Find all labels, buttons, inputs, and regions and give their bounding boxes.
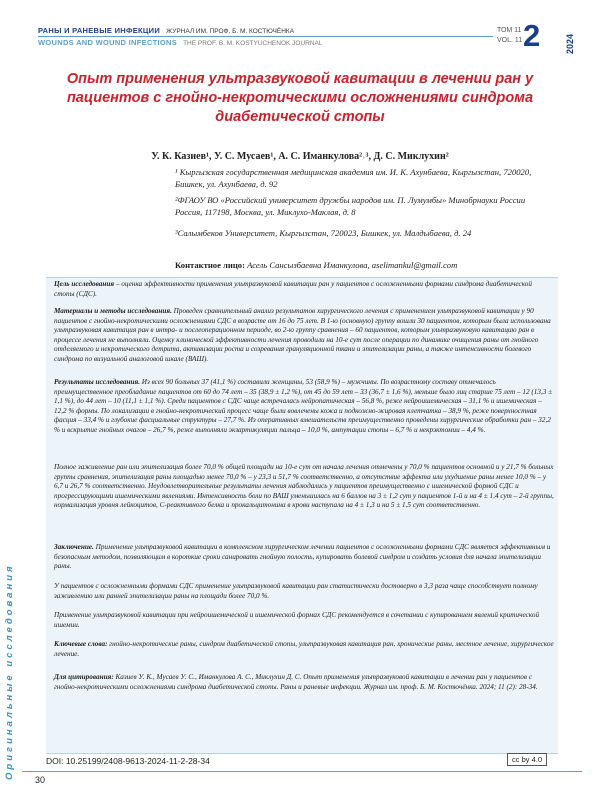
license-badge[interactable]: cc by 4.0 — [507, 753, 547, 766]
affiliation-1: ¹ Кыргызская государственная медицинская академия им. И. К. Ахунбаева, Кыргызстан, 720020, Бишкек, ул. Ахунбаева, д. 92 — [175, 167, 532, 189]
affiliation-3: ³Салымбеков Университет, Кыргызстан, 720023, Бишкек, ул. Малдыбаева, д. 24 — [175, 228, 472, 238]
volume-en: VOL. 11 — [497, 37, 523, 44]
abstract-methods: Материалы и методы исследования. Проведен сравнительный анализ результатов хирургического лечения с применением ультразвуковой кавитации у 90 пациентов с гнойно-некротическими осложнениями СДС в возрасте от 16 до 75 лет. В 1-ю (основную) группу вошли 30 пациентов, которым была использована ультразвуковая кавитация ран в интра- и послеоперационном периоде, во 2-ю группу сравнения – 60 пациентов, которым ультразвуковую кавитацию ран в процессе лечения не выполняли. Оценку клинической эффективности лечения проводили на 10-е сут после операции по динамике очищения раны от гнойного отделяемого и некротического детрита, активизации роста и созревания грануляционной ткани и эпителизации раны, а также интенсивности болевого синдрома по визуальной аналоговой шкале (ВАШ). — [54, 307, 551, 363]
header-rule — [38, 36, 493, 37]
abstract-results: Результаты исследования. Из всех 90 больных 37 (41,1 %) составили женщины, 53 (58,9 %) – мужчины. По возрастному составу отмечалось преимущественное преобладание пациентов от 60 до 74 лет – 35 (38,9 ± 1,2 %), от 45 до 59 лет – 33 (36,7 ± 1,6 %), меньше было лиц старше 75 лет – 12 (13,3 ± 1,1 %), до 44 лет – 10 (11,1 ± 1,1 %). Среди пациентов с СДС чаще встречалась нейропатическая – 56,8 %, реже нейроишемическая – 31,1 % и ишемическая – 12,2 % формы. По локализации в гнойно-некротический процесс чаще были вовлечены кожа и подкожно-жировая клетчатка – 38,9 %, реже поверхностная фасция – 33,4 % и глубокие фасциальные структуры – 27,7 %. Из оперативных вмешательств преимущественно проведены хирургические обработки ран – 32,2 % и вскрытие гнойных очагов – 26,7 %, реже выполняли экзартикуляции пальца – 10,0 %, ампутации стопы – 6,7 % и некрэктомии – 4,4 %. — [54, 378, 553, 434]
doi-link[interactable]: DOI: 10.25199/2408-9613-2024-11-2-28-34 — [46, 756, 210, 766]
volume-label — [497, 26, 522, 46]
journal-subtitle-ru: ЖУРНАЛ ИМ. ПРОФ. Б. М. КОСТЮЧЁНКА — [166, 28, 295, 35]
abstract-aim: Цель исследования – оценка эффективности применения ультразвуковой кавитации ран у пациентов с осложненными формами синдрома диабетической стопы (СДС). — [54, 280, 532, 298]
contact-text: Асель Сансызбаевна Иманкулова, aselimankul@gmail.com — [244, 260, 458, 270]
section-sidebar-label: Оригинальные исследования — [4, 563, 15, 780]
journal-header — [38, 18, 583, 60]
contact-label: Контактное лицо: — [175, 260, 245, 270]
author-list: У. К. Казиев¹, У. С. Мусаев¹, А. С. Иманкулова²˒³, Д. С. Миклухин² — [151, 151, 449, 162]
article-title: Опыт применения ультразвуковой кавитации в лечении ран у пациентов с гнойно-некротическими осложнениями синдрома диабетической стопы — [66, 71, 534, 125]
journal-title-en: WOUNDS AND WOUND INFECTIONS — [38, 38, 178, 47]
year-label: 2024 — [565, 33, 575, 54]
footer-rule — [22, 771, 582, 772]
volume-ru: ТОМ 11 — [497, 27, 522, 34]
issue-number: 2 — [523, 18, 541, 53]
abstract-keywords: Ключевые слова: гнойно-некротические раны, синдром диабетической стопы, ультразвуковая кавитация ран, хронические раны, местное лечение, хирургическое лечение. — [54, 640, 554, 658]
journal-title-ru-row — [38, 26, 294, 35]
abstract-conclusion: Заключение. Применение ультразвуковой кавитации в комплексном хирургическом лечении пациентов с осложненными формами СДС является эффективным и безопасным методом, позволяющим в короткие сроки санировать гнойную полость, купировать болевой синдром и создать условия для начала эпителизации раны. — [54, 543, 551, 570]
abstract-citation: Для цитирования: Казиев У. К., Мусаев У. С., Иманкулова А. С., Миклухин Д. С. Опыт применения ультразвуковой кавитации в лечении ран у пациентов с гнойно-некротическими осложнениями синдрома диабетической стопы. Раны и раневые инфекции. Журнал им. проф. Б. М. Костючёнка. 2024; 11 (2): 28-34. — [54, 673, 538, 691]
journal-title-ru: РАНЫ И РАНЕВЫЕ ИНФЕКЦИИ — [38, 26, 161, 35]
journal-title-en-row — [38, 38, 323, 47]
page-number: 30 — [35, 775, 46, 785]
abstract-box — [46, 277, 558, 754]
contact-person — [175, 260, 457, 270]
affiliation-2: ²ФГАОУ ВО «Российский университет дружбы народов им. П. Лумумбы» Минобрнауки России Россия, 117198, Москва, ул. Миклухо-Маклая, д. 8 — [175, 195, 526, 217]
abstract-conclusion-2: У пациентов с осложненными формами СДС применение ультразвуковой кавитации ран статистически достоверно в 3,3 раза чаще способствует полному заживлению или ранней эпителизации раны на площади более 70,0 %. — [54, 582, 538, 600]
abstract-results-continued: Полное заживление ран или эпителизация более 70,0 % общей площади на 10-е сут от начала лечения отмечены у 70,0 % пациентов основной и у 21,7 % больных группы сравнения, эпителизация раны площадью менее 70,0 % – у 23,3 и 51,7 % соответственно, а отсутствие эффекта или ухудшение раны менее 10,0 % – у 6,7 и 26,7 % соответственно. Неудовлетворительные результаты лечения наблюдались у пациентов преимущественно с ишемической формой СДС и прогрессирующими ишемическими явлениями. Интенсивность боли по ВАШ уменьшилась на 6 баллов на 3 ± 1,2 сут у пациентов 1-й и на 4 ± 1,4 сут – 2-й группы, нормализация уровня лейкоцитов, С-реактивного белка и прокальцитонина в крови наступала на 4 ± 1,3 и на 5 ± 1,5 сут соответственно. — [54, 463, 554, 509]
journal-subtitle-en: THE PROF. B. M. KOSTYUCHENOK JOURNAL — [183, 40, 323, 47]
abstract-conclusion-3: Применение ультразвуковой кавитации при нейроишемической и ишемической формах СДС рекомендуется в сочетании с купированием явлений критической ишемии. — [54, 611, 540, 629]
